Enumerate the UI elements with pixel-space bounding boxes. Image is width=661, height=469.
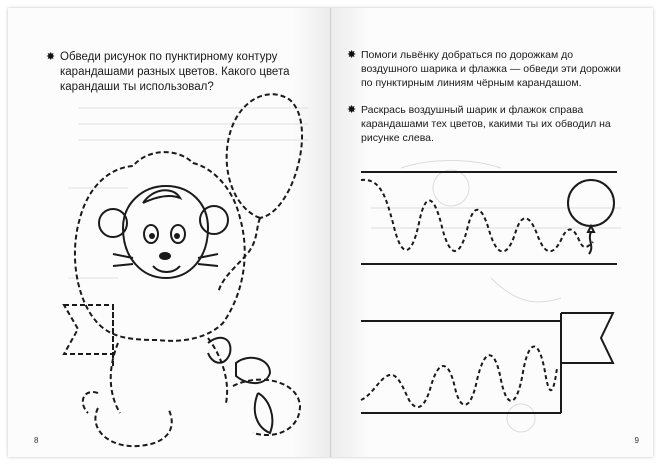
lion-paw <box>208 338 230 363</box>
lion-leg-right <box>233 380 300 435</box>
lion-leg-left <box>95 408 171 446</box>
book-spread <box>8 8 653 457</box>
lion-nose <box>159 252 171 260</box>
lion-tail <box>83 392 98 413</box>
right-instruction-2-text: Раскрась воздушный шарик и флажок справа карандашами тех цветов, какими ты их обводил на рисунке слева. <box>361 104 611 144</box>
asterisk-bullet-icon: ✸ <box>347 104 357 116</box>
leaf-shape <box>236 358 270 383</box>
asterisk-bullet-icon: ✸ <box>46 51 56 63</box>
lion-tuft <box>143 190 180 203</box>
flag-goal <box>561 313 613 413</box>
balloon-outline <box>227 94 302 218</box>
path-tracing-exercise <box>331 8 653 457</box>
lion-mane-outline <box>75 152 245 341</box>
lion-ear-right <box>200 206 228 234</box>
page-number-right: 9 <box>634 436 639 445</box>
balloon-goal <box>568 180 614 254</box>
right-page <box>331 8 653 457</box>
lion-head <box>123 186 208 278</box>
lion-tracing-illustration <box>8 8 330 457</box>
lion-mouth <box>153 266 180 272</box>
lion-body <box>111 338 227 413</box>
upper-wave-path <box>361 180 593 252</box>
lower-wave-path <box>361 347 557 408</box>
right-instruction-1-text: Помоги львёнку добраться по дорожкам до воздушного шарика и флажка — обведи эти дорожки по пунктирным линиям чёрным карандашом. <box>361 49 621 89</box>
flag-outline <box>64 305 113 354</box>
left-page <box>8 8 330 457</box>
left-instruction-text: Обведи рисунок по пунктирному контуру карандашами разных цветов. Какого цвета карандаши ты использовал? <box>60 51 290 93</box>
asterisk-bullet-icon: ✸ <box>347 49 357 61</box>
page-number-left: 8 <box>34 436 39 445</box>
